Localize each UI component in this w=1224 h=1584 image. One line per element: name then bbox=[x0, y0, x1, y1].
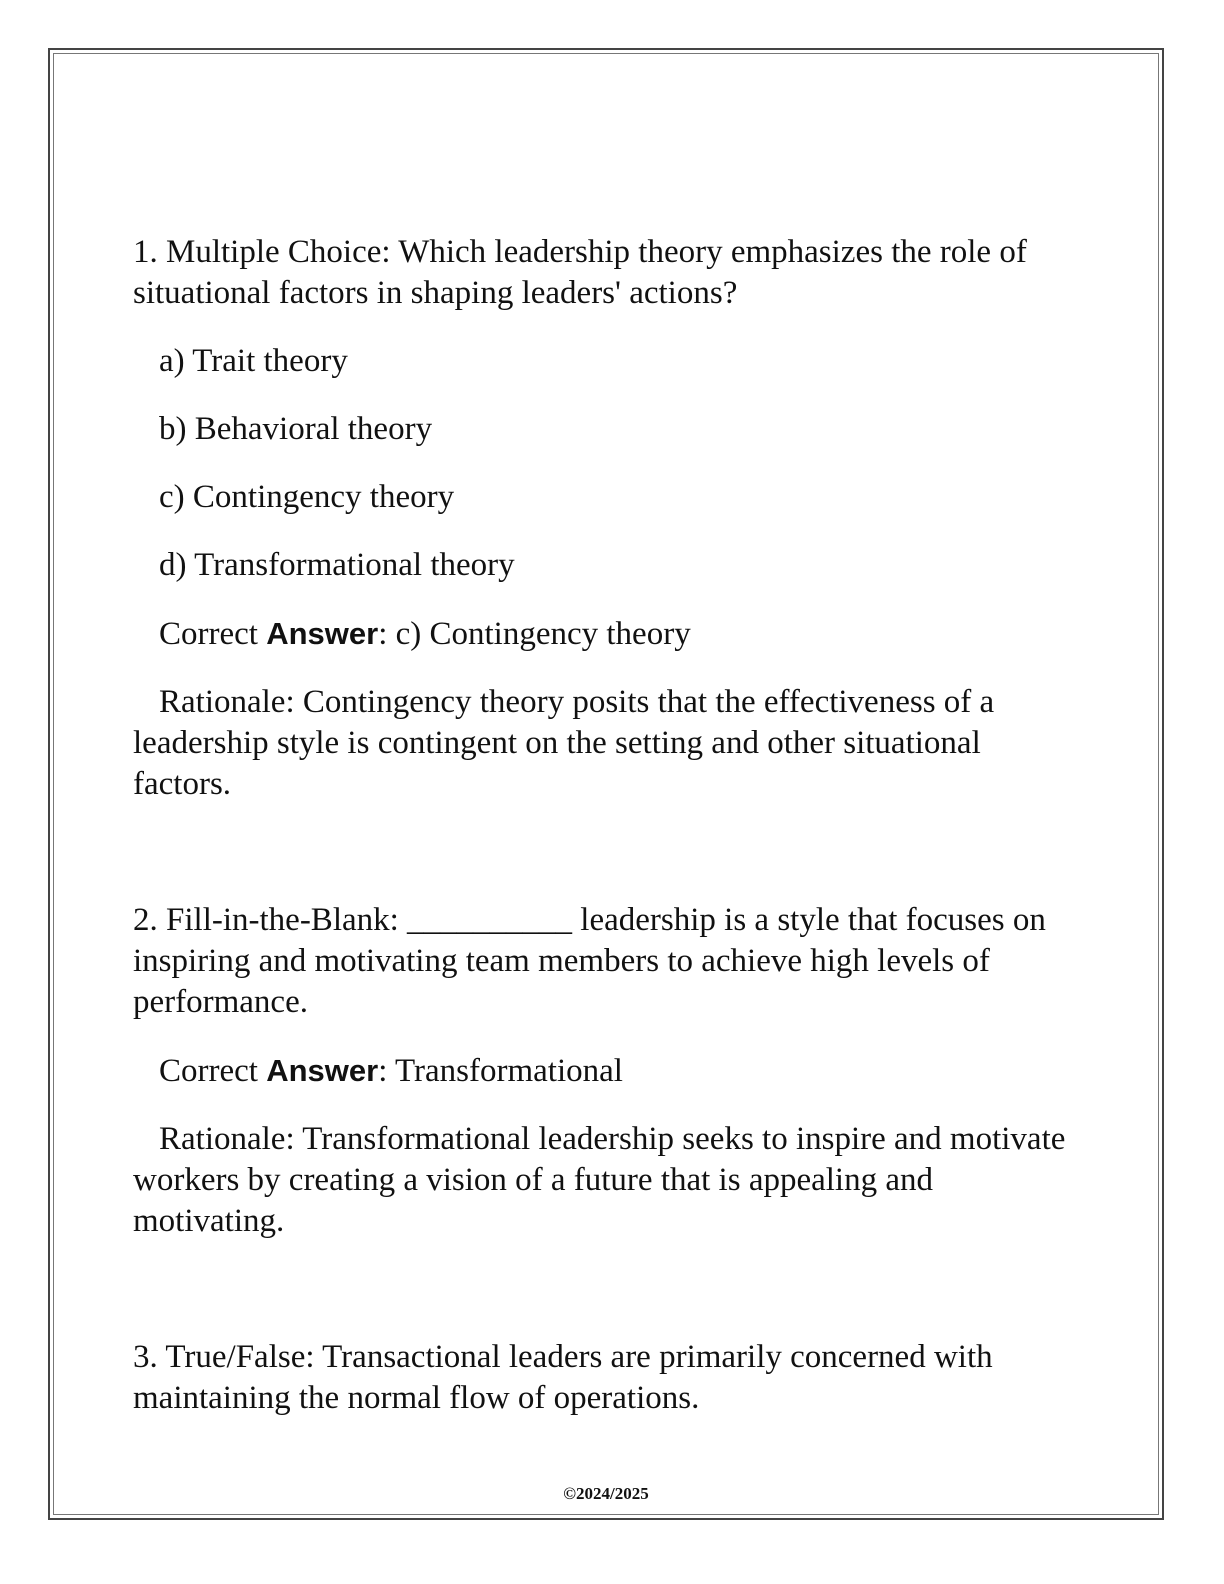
answer-label: Answer bbox=[266, 1053, 379, 1088]
answer-label: Answer bbox=[266, 616, 379, 651]
question-2-prompt: 2. Fill-in-the-Blank: __________ leadership is a style that focuses on inspiring and motivating team members to achieve high levels of performance. bbox=[133, 902, 1046, 1020]
question-3 bbox=[133, 1337, 1083, 1419]
question-2 bbox=[133, 900, 1083, 1242]
answer-prefix: Correct bbox=[159, 1053, 267, 1089]
question-1-prompt: 1. Multiple Choice: Which leadership theory emphasizes the role of situational factors in shaping leaders' actions? bbox=[133, 234, 1027, 311]
question-1-option-a: a) Trait theory bbox=[159, 343, 348, 379]
document-body bbox=[133, 232, 1083, 1419]
question-3-prompt: 3. True/False: Transactional leaders are primarily concerned with maintaining the normal flow of operations. bbox=[133, 1339, 993, 1416]
question-1-rationale: Rationale: Contingency theory posits that the effectiveness of a leadership style is contingent on the setting and other situational factors. bbox=[133, 684, 995, 802]
copyright-footer: ©2024/2025 bbox=[563, 1484, 649, 1503]
question-1-option-c: c) Contingency theory bbox=[159, 479, 455, 515]
question-1-correct-answer bbox=[133, 613, 1083, 655]
answer-value: : c) Contingency theory bbox=[378, 616, 691, 652]
question-1-option-d: d) Transformational theory bbox=[159, 547, 515, 583]
answer-prefix: Correct bbox=[159, 616, 267, 652]
question-1 bbox=[133, 232, 1083, 805]
answer-value: : Transformational bbox=[378, 1053, 623, 1089]
question-1-option-b: b) Behavioral theory bbox=[159, 411, 433, 447]
question-2-rationale: Rationale: Transformational leadership seeks to inspire and motivate workers by creating a vision of a future that is appealing and motivating. bbox=[133, 1121, 1066, 1239]
question-2-correct-answer bbox=[133, 1050, 1083, 1092]
